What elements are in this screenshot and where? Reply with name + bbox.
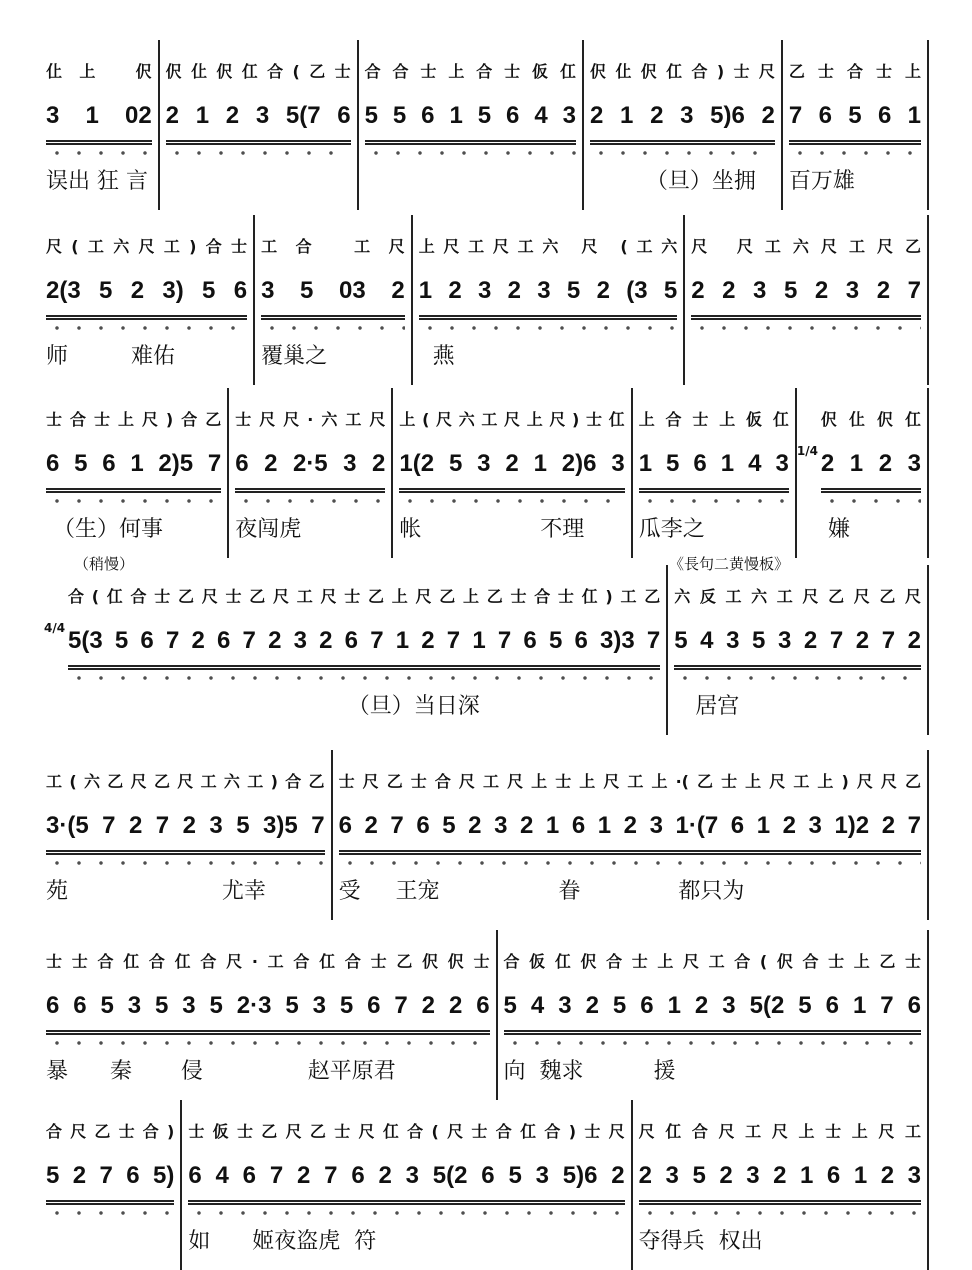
gongche-notation: 上尺工尺工六 尺 (工六 xyxy=(418,237,678,256)
lyrics: 误出 狂 言 xyxy=(46,168,148,194)
lyrics: 瓜李之 xyxy=(638,516,705,542)
beat-dots xyxy=(639,1205,921,1219)
beat-dots xyxy=(789,145,921,159)
beat-dots xyxy=(639,493,789,507)
jianpu-notes: 2 3 5 2 3 2 1 6 1 2 3 xyxy=(639,1152,921,1205)
score-system xyxy=(44,555,929,735)
measure xyxy=(229,388,393,558)
gongche-notation: 合合士上合士仮仜 xyxy=(364,62,576,81)
measure xyxy=(393,388,632,558)
beat-dots xyxy=(590,145,775,159)
gongche-notation: 伬仩伬仜合(乙士 xyxy=(165,62,351,81)
jianpu-notes: 3 1 02 xyxy=(46,92,152,145)
beat-dots xyxy=(46,1035,490,1049)
time-signature: 4/4 xyxy=(44,621,66,635)
gongche-notation: 合(仜合士乙尺士乙尺工尺士乙上尺乙上乙士合士仜)工乙 xyxy=(68,587,661,606)
measure xyxy=(633,1100,929,1270)
beat-dots xyxy=(166,145,351,159)
measure xyxy=(633,388,797,558)
gongche-notation: 士尺尺·六工尺 xyxy=(235,410,386,429)
jianpu-notes: 6 2 2·5 3 2 xyxy=(235,440,385,493)
lyrics xyxy=(691,334,921,374)
jianpu-notes: 5 5 6 1 5 6 4 3 xyxy=(365,92,576,145)
lyrics: 嫌 xyxy=(820,516,850,542)
lyrics: 师 难佑 xyxy=(46,343,175,369)
jianpu-notes: 6 5 6 1 2)5 7 xyxy=(46,440,221,493)
lyrics xyxy=(166,159,351,199)
jianpu-notes: 1(2 5 3 2 1 2)6 3 xyxy=(399,440,624,493)
lyrics: 夺得兵 权出 xyxy=(638,1228,763,1254)
lyrics: （旦）当日深 xyxy=(68,693,480,719)
measure xyxy=(44,565,668,735)
jianpu-notes: 5 4 3 5 3 2 7 2 7 2 xyxy=(674,617,921,670)
jianpu-notes: 1 2 3 2 3 5 2 (3 5 xyxy=(419,267,678,320)
measure xyxy=(44,930,498,1100)
lyrics: （旦）坐拥 xyxy=(589,168,756,194)
jianpu-notes: 6 6 5 3 5 3 5 2·3 5 3 5 6 7 2 2 6 xyxy=(46,982,490,1035)
gongche-notation: 工(六乙尺乙尺工六工)合乙 xyxy=(46,772,325,791)
measure xyxy=(413,215,686,385)
gongche-notation: 士合士上尺)合乙 xyxy=(46,410,222,429)
jianpu-notes: 2(3 5 2 3) 5 6 xyxy=(46,267,247,320)
beat-dots xyxy=(399,493,624,507)
gongche-notation: 上合士上仮仜 xyxy=(638,410,789,429)
beat-dots xyxy=(46,320,247,334)
score-system xyxy=(44,388,929,558)
measure xyxy=(44,750,333,920)
jianpu-notes: 2 1 2 3 5)6 2 xyxy=(590,92,775,145)
beat-dots xyxy=(46,855,325,869)
gongche-notation: 尺(工六尺工)合士 xyxy=(46,237,248,256)
lyrics: 覆巢之 xyxy=(261,343,328,369)
lyrics: 百万雄 xyxy=(788,168,855,194)
gongche-notation: 上(尺六工尺上尺)士仜 xyxy=(399,410,625,429)
gongche-notation: 伬仩伬仜合)士尺 xyxy=(589,62,775,81)
jianpu-notes: 5 2 7 6 5) xyxy=(46,1152,174,1205)
jianpu-notes: 6 4 6 7 2 7 6 2 3 5(2 6 5 3 5)6 2 xyxy=(188,1152,624,1205)
score-system xyxy=(44,1100,929,1270)
time-signature: 1/4 xyxy=(796,444,818,458)
gongche-notation: 工合 工尺 xyxy=(261,237,405,256)
beat-dots xyxy=(504,1035,921,1049)
beat-dots xyxy=(821,493,921,507)
score-system xyxy=(44,930,929,1100)
jianpu-notes: 6 2 7 6 5 2 3 2 1 6 1 2 3 1·(7 6 1 2 3 1)2 2 7 xyxy=(339,802,921,855)
lyrics: 夜闯虎 xyxy=(235,516,302,542)
measure xyxy=(160,40,359,210)
beat-dots xyxy=(235,493,385,507)
beat-dots xyxy=(188,1205,624,1219)
lyrics xyxy=(46,1219,174,1259)
lyrics: 苑 尤幸 xyxy=(46,878,266,904)
section-title: 《長句二黄慢板》 xyxy=(669,555,790,573)
lyrics: 居宫 xyxy=(674,693,740,719)
beat-dots xyxy=(46,1205,174,1219)
beat-dots xyxy=(339,855,921,869)
tempo-marking: （稍慢） xyxy=(74,555,135,573)
measure xyxy=(783,40,929,210)
jianpu-notes: 1 5 6 1 4 3 xyxy=(639,440,789,493)
measure xyxy=(685,215,929,385)
gongche-notation: 士尺乙士合尺工尺上士上尺工上·(乙士上尺工上)尺尺乙 xyxy=(338,772,921,791)
gongche-notation: 乙士合士上 xyxy=(788,62,921,81)
measure xyxy=(44,215,255,385)
gongche-notation: 士仮士乙尺乙士尺仜合(尺士合仜合)士尺 xyxy=(188,1122,625,1141)
lyrics: （生）何事 xyxy=(46,516,163,542)
beat-dots xyxy=(46,145,152,159)
measure xyxy=(182,1100,632,1270)
beat-dots xyxy=(419,320,678,334)
gongche-notation: 仩上 伬 xyxy=(46,62,152,81)
beat-dots xyxy=(365,145,576,159)
lyrics xyxy=(365,159,576,199)
lyrics: 如 姬夜盗虎 符 xyxy=(188,1228,377,1254)
jianpu-notes: 2 1 2 3 xyxy=(821,440,921,493)
score-system xyxy=(44,750,929,920)
beat-dots xyxy=(674,670,921,684)
gongche-notation: 尺 尺工六尺工尺乙 xyxy=(691,237,921,256)
measure xyxy=(44,40,160,210)
jianpu-notes: 2 2 3 5 2 3 2 7 xyxy=(691,267,921,320)
score-system xyxy=(44,215,929,385)
measure xyxy=(44,1100,182,1270)
lyrics: 暴 秦 侵 赵平原君 xyxy=(46,1058,396,1084)
jianpu-notes: 5 4 3 2 5 6 1 2 3 5(2 5 6 1 7 6 xyxy=(504,982,921,1035)
measure xyxy=(668,565,929,735)
gongche-notation: 合尺乙士合) xyxy=(46,1122,175,1141)
gongche-notation: 伬仩伬仜 xyxy=(820,410,921,429)
gongche-notation: 尺仜合尺工尺上士上尺工 xyxy=(638,1122,921,1141)
beat-dots xyxy=(68,670,660,684)
beat-dots xyxy=(691,320,921,334)
jianpu-notes: 5(3 5 6 7 2 6 7 2 3 2 6 7 1 2 7 1 7 6 5 6 3)3 7 xyxy=(68,617,660,670)
gongche-notation: 合仮仜伬合士上尺工合(伬合士上乙士 xyxy=(503,952,921,971)
measure xyxy=(44,388,229,558)
jianpu-notes: 3 5 03 2 xyxy=(261,267,405,320)
lyrics: 受 王宠 眷 都只为 xyxy=(338,878,745,904)
measure xyxy=(333,750,929,920)
lyrics: 帐 不理 xyxy=(399,516,585,542)
beat-dots xyxy=(46,493,221,507)
gongche-notation: 士士合仜合仜合尺·工合仜合士乙伬伬士 xyxy=(46,952,490,971)
beat-dots xyxy=(261,320,405,334)
measure xyxy=(584,40,783,210)
measure xyxy=(255,215,413,385)
measure xyxy=(359,40,584,210)
score-system xyxy=(44,40,929,210)
measure xyxy=(498,930,929,1100)
lyrics: 燕 xyxy=(418,343,455,369)
gongche-notation: 六反工六工尺乙尺乙尺 xyxy=(674,587,921,606)
jianpu-notes: 7 6 5 6 1 xyxy=(789,92,921,145)
measure xyxy=(797,388,929,558)
jianpu-notes: 3·(5 7 2 7 2 3 5 3)5 7 xyxy=(46,802,325,855)
lyrics: 向 魏求 援 xyxy=(503,1058,676,1084)
jianpu-notes: 2 1 2 3 5(7 6 xyxy=(166,92,351,145)
